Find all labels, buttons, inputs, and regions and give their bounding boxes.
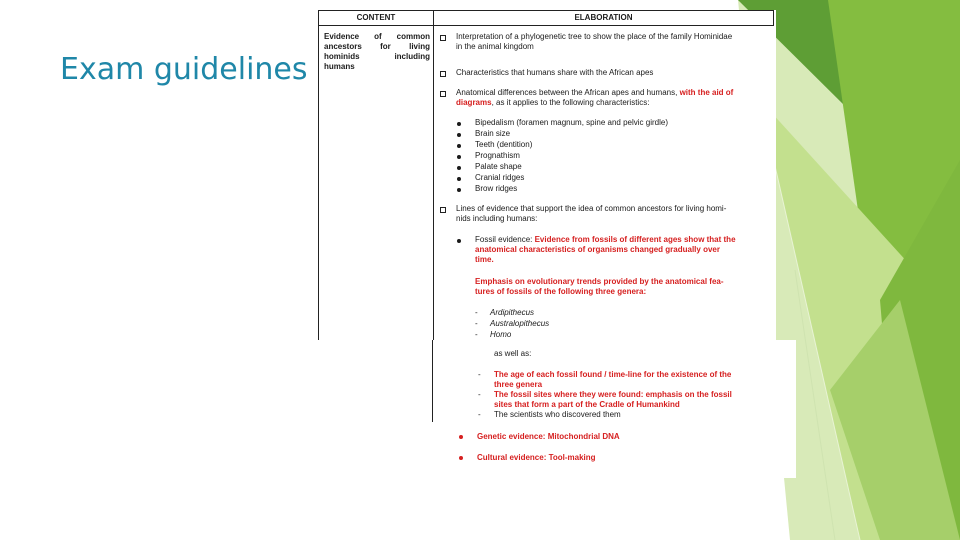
fossil-evidence-emphasis: Evidence from fossils of different ages show that the [534,235,736,244]
characteristics-text: Characteristics that humans share with the African apes [456,68,654,77]
slide-title: Exam guidelines [60,52,308,87]
bullet-icon [457,155,461,159]
emphasis-trends-text: Emphasis on evolutionary trends provided by the anatomical fea- [475,277,724,286]
aid-of-emphasis: with the aid of [679,88,734,97]
fossil-age-text: three genera [494,380,543,389]
table-column-divider [432,340,433,422]
dash-marker: - [475,308,478,317]
table-left-border [318,26,319,340]
characteristic-item: Brain size [475,129,511,138]
bullet-icon [457,144,461,148]
anatomical-differences-text [456,98,649,108]
dash-marker: - [478,410,481,419]
characteristic-item: Prognathism [475,151,520,160]
bullet-icon [457,177,461,181]
guidelines-document-continuation [322,340,796,478]
interpretation-text: in the animal kingdom [456,42,534,51]
bullet-icon [457,122,461,126]
lines-of-evidence-text: nids including humans: [456,214,538,223]
square-bullet-icon [440,91,446,97]
genus-item: Australopithecus [490,319,550,328]
genetic-evidence-text: Genetic evidence: Mitochondrial DNA [477,432,620,441]
fossil-evidence-emphasis: time. [475,255,494,264]
characteristic-item: Cranial ridges [475,173,525,182]
anatomical-text: , as it applies to the following characteristics: [491,98,650,107]
fossil-age-text: The age of each fossil found / time-line for the existence of the [494,370,732,379]
bullet-icon [459,456,463,460]
guidelines-document-page [316,10,776,340]
square-bullet-icon [440,35,446,41]
genus-item: Homo [490,330,512,339]
bullet-icon [457,239,461,243]
anatomical-differences-text [456,88,733,98]
interpretation-text: Interpretation of a phylogenetic tree to show the place of the family Hominidae [456,32,733,41]
fossil-sites-text: The fossil sites where they were found: emphasis on the fossil [494,390,732,399]
bullet-icon [457,188,461,192]
square-bullet-icon [440,71,446,77]
bullet-icon [457,133,461,137]
square-bullet-icon [440,207,446,213]
bullet-icon [457,166,461,170]
characteristic-item: Brow ridges [475,184,518,193]
dash-marker: - [475,319,478,328]
table-column-divider [433,26,434,340]
diagrams-emphasis: diagrams [456,98,492,107]
fossil-evidence-label: Fossil evidence: [475,235,533,244]
characteristic-item: Teeth (dentition) [475,140,533,149]
fossil-evidence-emphasis: anatomical characteristics of organisms changed gradually over [475,245,720,254]
content-column-header: CONTENT [318,10,434,26]
fossil-evidence-line [475,235,736,245]
dash-marker: - [475,330,478,339]
anatomical-text: Anatomical differences between the African apes and humans, [456,88,678,97]
fossil-sites-text: sites that form a part of the Cradle of Humankind [494,400,680,409]
lines-of-evidence-text: Lines of evidence that support the idea of common ancestors for living homi- [456,204,727,213]
dash-marker: - [478,390,481,399]
elaboration-column-header: ELABORATION [433,10,774,26]
dash-marker: - [478,370,481,379]
genus-item: Ardipithecus [490,308,535,317]
scientists-text: The scientists who discovered them [494,410,621,419]
emphasis-trends-text: tures of fossils of the following three genera: [475,287,647,296]
cultural-evidence-text: Cultural evidence: Tool-making [477,453,596,462]
content-cell: Evidence of common ancestors for living hominids including humans [324,32,430,71]
characteristic-item: Bipedalism (foramen magnum, spine and pelvic girdle) [475,118,668,127]
as-well-as-text: as well as: [494,349,532,358]
characteristic-item: Palate shape [475,162,522,171]
bullet-icon [459,435,463,439]
